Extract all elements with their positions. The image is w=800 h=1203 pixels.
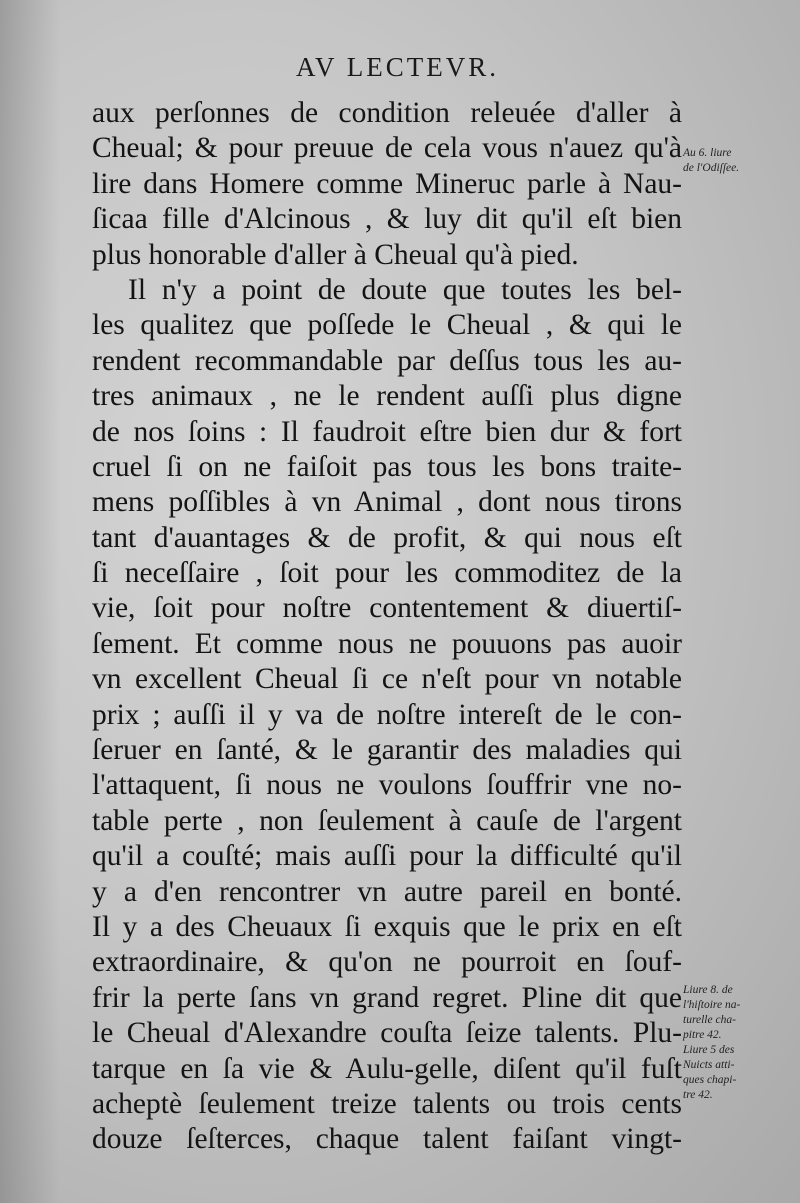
text-line: douze ſeſterces, chaque talent faiſant vingt- [92,1123,682,1156]
text-line: les qualitez que poſſede le Cheual , & qui le [92,309,682,342]
margin-note-line: turelle cha- [683,1014,736,1026]
margin-note-line: ques chapi- [683,1074,737,1086]
page-edge-shadow [0,0,60,1203]
text-line: tant d'auantages & de profit, & qui nous eſt [92,521,682,554]
text-line: Il y a des Cheuaux ſi exquis que le prix en eſt [92,910,682,943]
margin-note-line: Au 6. liure [683,147,732,159]
text-line: table perte , non ſeulement à cauſe de l'argent [92,804,682,837]
text-line: tres animaux , ne le rendent auſſi plus digne [92,380,682,413]
text-line: lire dans Homere comme Mineruc parle à Nau- [92,167,682,200]
margin-note-line: Liure 8. de [683,984,733,996]
body-text [92,96,682,1158]
text-line: prix ; auſſi il y va de noſtre intereſt de le con- [92,698,682,731]
margin-note-odyssey [683,146,739,176]
text-line: ſi neceſſaire , ſoit pour les commoditez de la [92,557,682,590]
text-line: vie, ſoit pour noſtre contentement & diuertiſ- [92,592,682,625]
margin-note-line: tre 42. [683,1089,713,1101]
text-line: cruel ſi on ne faiſoit pas tous les bons traite- [92,450,682,483]
running-head: AV LECTEVR. [296,52,500,82]
text-line: tarque en ſa vie & Aulu-gelle, diſent qu'il fuſt [92,1052,682,1085]
margin-note-line: Liure 5 des [683,1044,735,1056]
text-line: l'attaquent, ſi nous ne voulons ſouffrir vne no- [92,769,682,802]
text-line: aux perſonnes de condition releuée d'aller à [92,97,682,129]
text-line: plus honorable d'aller à Cheual qu'à pied. [92,238,579,271]
text-line: acheptè ſeulement treize talents ou trois cents [92,1087,682,1120]
text-line: Cheual; & pour preuue de cela vous n'auez qu'à [92,132,682,165]
text-line: vn excellent Cheual ſi ce n'eſt pour vn notable [92,663,682,696]
text-line: le Cheual d'Alexandre couſta ſeize talents. Plu- [92,1017,682,1050]
margin-note-line: l'hiſtoire na- [683,999,741,1011]
margin-note-pliny [683,983,740,1103]
text-line: rendent recommandable par deſſus tous les au- [92,344,682,377]
text-line: qu'il a couſté; mais auſſi pour la difficulté qu'il [92,840,682,873]
text-line: ſicaa fille d'Alcinous , & luy dit qu'il eſt bien [92,203,682,236]
text-line: mens poſſibles à vn Animal , dont nous tirons [92,486,682,519]
text-line: extraordinaire, & qu'on ne pourroit en ſouf- [92,946,682,979]
text-line: y a d'en rencontrer vn autre pareil en bonté. [92,875,682,908]
text-line: ſement. Et comme nous ne pouuons pas auoir [92,627,682,660]
text-line: frir la perte ſans vn grand regret. Pline dit que [92,981,682,1014]
text-line: ſeruer en ſanté, & le garantir des maladies qui [92,734,682,767]
text-line: Il n'y a point de doute que toutes les bel- [128,273,682,306]
margin-note-line: pitre 42. [683,1029,722,1041]
text-line: de nos ſoins : Il faudroit eſtre bien dur & fort [92,415,682,448]
margin-note-line: de l'Odiſſee. [683,162,740,174]
margin-note-line: Nuicts atti- [683,1059,735,1071]
